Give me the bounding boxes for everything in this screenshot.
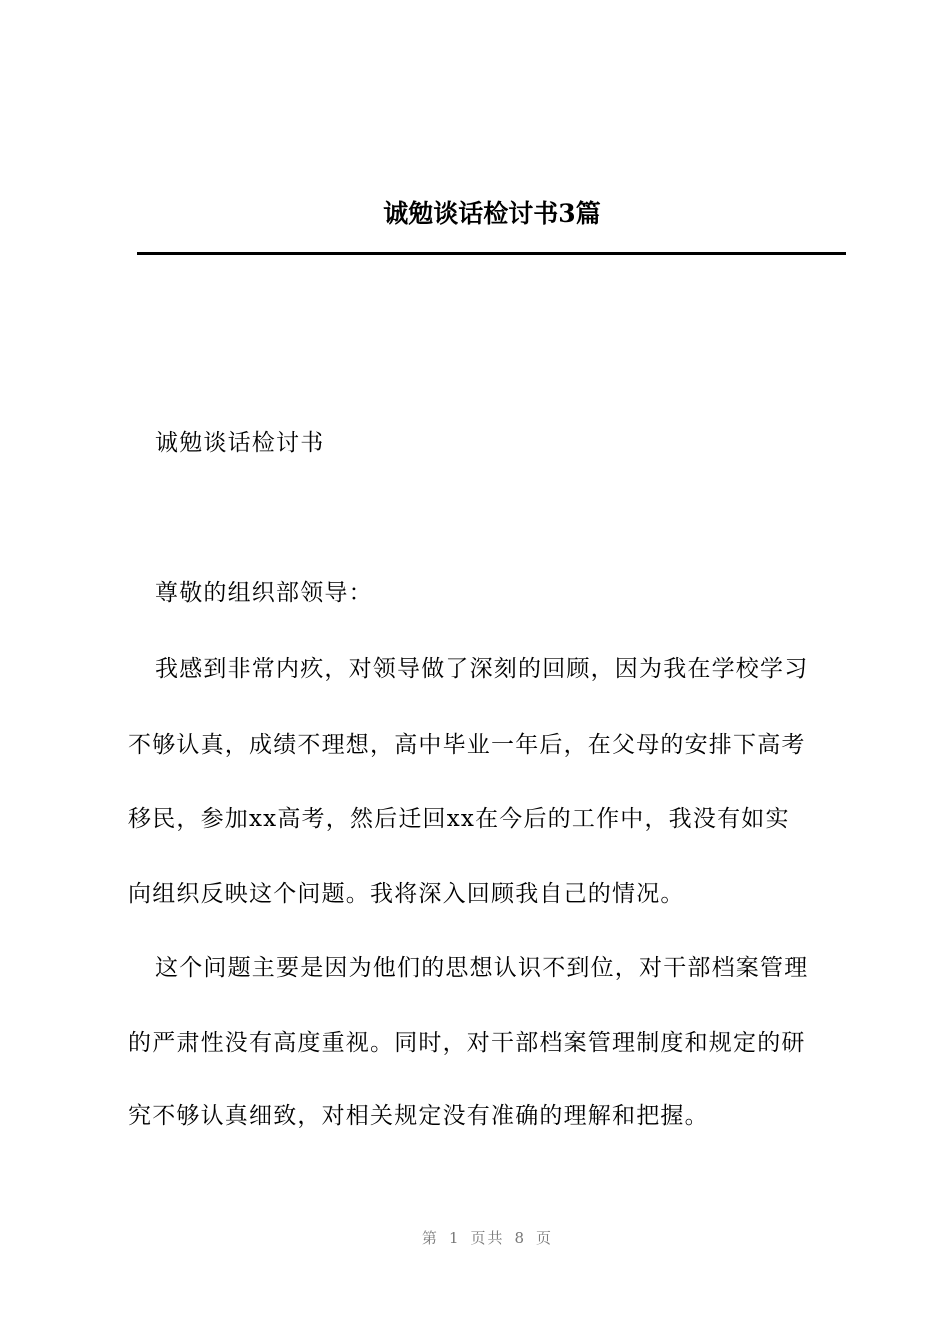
document-subtitle: 诚勉谈话检讨书 [155, 430, 325, 456]
footer-prefix: 第 [421, 1229, 439, 1247]
document-title: 诚勉谈话检讨书3篇 [383, 199, 601, 228]
salutation: 尊敬的组织部领导： [155, 580, 373, 606]
paragraph-line: 这个问题主要是因为他们的思想认识不到位，对干部档案管理 [155, 955, 809, 981]
footer-total-pages: 8 [514, 1229, 527, 1247]
paragraph-line: 我感到非常内疚，对领导做了深刻的回顾，因为我在学校学习 [155, 656, 809, 682]
paragraph-line: 不够认真，成绩不理想，高中毕业一年后，在父母的安排下高考 [128, 732, 806, 758]
footer-suffix: 页 [536, 1229, 554, 1247]
paragraph-line: 究不够认真细致，对相关规定没有准确的理解和把握。 [128, 1103, 709, 1129]
footer-current-page: 1 [448, 1229, 461, 1247]
page-footer [0, 1227, 950, 1248]
paragraph-line: 的严肃性没有高度重视。同时，对干部档案管理制度和规定的研 [128, 1030, 806, 1056]
paragraph-line: 移民，参加xx高考，然后迁回xx在今后的工作中，我没有如实 [128, 806, 790, 832]
title-divider [137, 252, 846, 255]
paragraph-line: 向组织反映这个问题。我将深入回顾我自己的情况。 [128, 881, 685, 907]
footer-middle: 页共 [470, 1229, 505, 1247]
